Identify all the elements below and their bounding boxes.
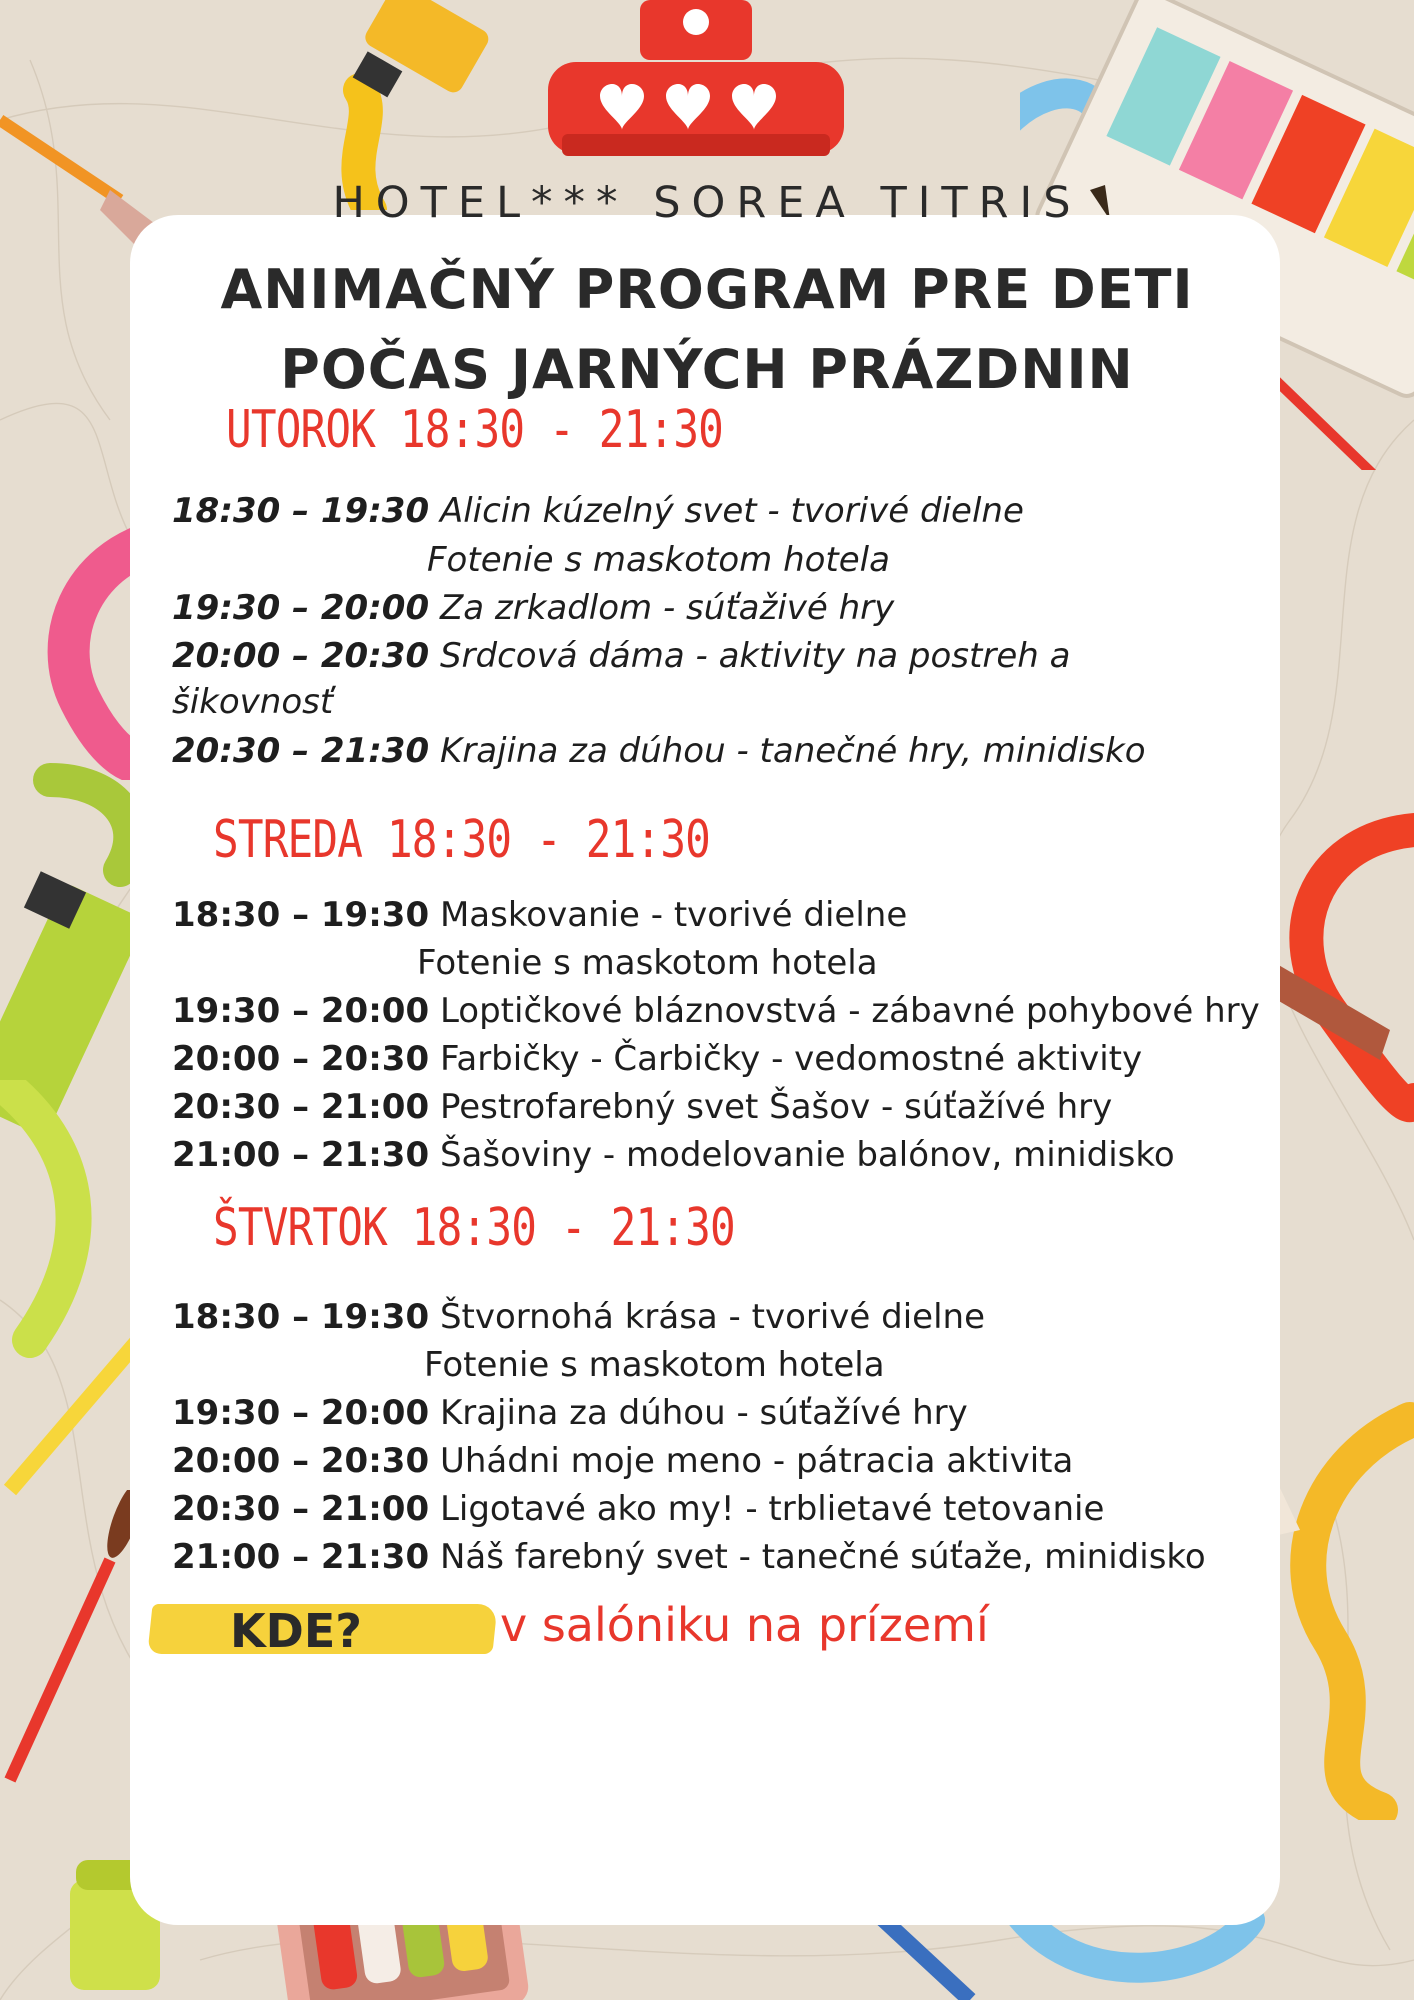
program-title-line2: POČAS JARNÝCH PRÁZDNIN (280, 338, 1134, 401)
schedule-subline: Fotenie s maskotom hotela (417, 943, 878, 983)
schedule-subline: Fotenie s maskotom hotela (424, 1345, 885, 1385)
schedule-line: 19:30 – 20:00 Za zrkadlom - súťaživé hry (172, 588, 895, 628)
schedule-line: 21:00 – 21:30 Šašoviny - modelovanie balónov, minidisko (172, 1135, 1175, 1175)
brush-bottom-left (0, 1490, 160, 1790)
schedule-line: 20:30 – 21:00 Ligotavé ako my! - trblietavé tetovanie (172, 1489, 1105, 1529)
schedule-line: 18:30 – 19:30 Štvornohá krása - tvorivé dielne (172, 1297, 986, 1337)
program-title-line1: ANIMAČNÝ PROGRAM PRE DETI (220, 258, 1194, 321)
day-heading-stvrtok: ŠTVRTOK 18:30 - 21:30 (213, 1198, 735, 1258)
location-text: v salóniku na prízemí (500, 1598, 989, 1652)
schedule-line: 18:30 – 19:30 Maskovanie - tvorivé dielne (172, 895, 908, 935)
schedule-line: 18:30 – 19:30 Alicin kúzelný svet - tvorivé dielne (172, 491, 1024, 531)
day-heading-utorok: UTOROK 18:30 - 21:30 (226, 400, 724, 460)
day-heading-streda: STREDA 18:30 - 21:30 (213, 810, 711, 870)
schedule-line: 20:30 – 21:00 Pestrofarebný svet Šašov - súťažívé hry (172, 1087, 1113, 1127)
hotel-name: HOTEL*** SOREA TITRIS (332, 178, 1082, 228)
schedule-line: 20:00 – 20:30 Srdcová dáma - aktivity na postreh a (172, 636, 1071, 676)
schedule-line: 19:30 – 20:00 Loptičkové bláznovstvá - zábavné pohybové hry (172, 991, 1260, 1031)
schedule-subline: Fotenie s maskotom hotela (427, 540, 890, 580)
schedule-line: 20:00 – 20:30 Uhádni moje meno - pátracia aktivita (172, 1441, 1074, 1481)
kde-label: KDE? (230, 1604, 362, 1658)
schedule-continuation: šikovnosť (172, 682, 334, 722)
stamp-decoration (548, 0, 844, 160)
schedule-line: 20:00 – 20:30 Farbičky - Čarbičky - vedomostné aktivity (172, 1039, 1143, 1079)
schedule-line: 21:00 – 21:30 Náš farebný svet - tanečné súťaže, minidisko (172, 1537, 1206, 1577)
schedule-line: 19:30 – 20:00 Krajina za dúhou - súťažívé hry (172, 1393, 968, 1433)
schedule-line: 20:30 – 21:30 Krajina za dúhou - tanečné hry, minidisko (172, 731, 1146, 771)
